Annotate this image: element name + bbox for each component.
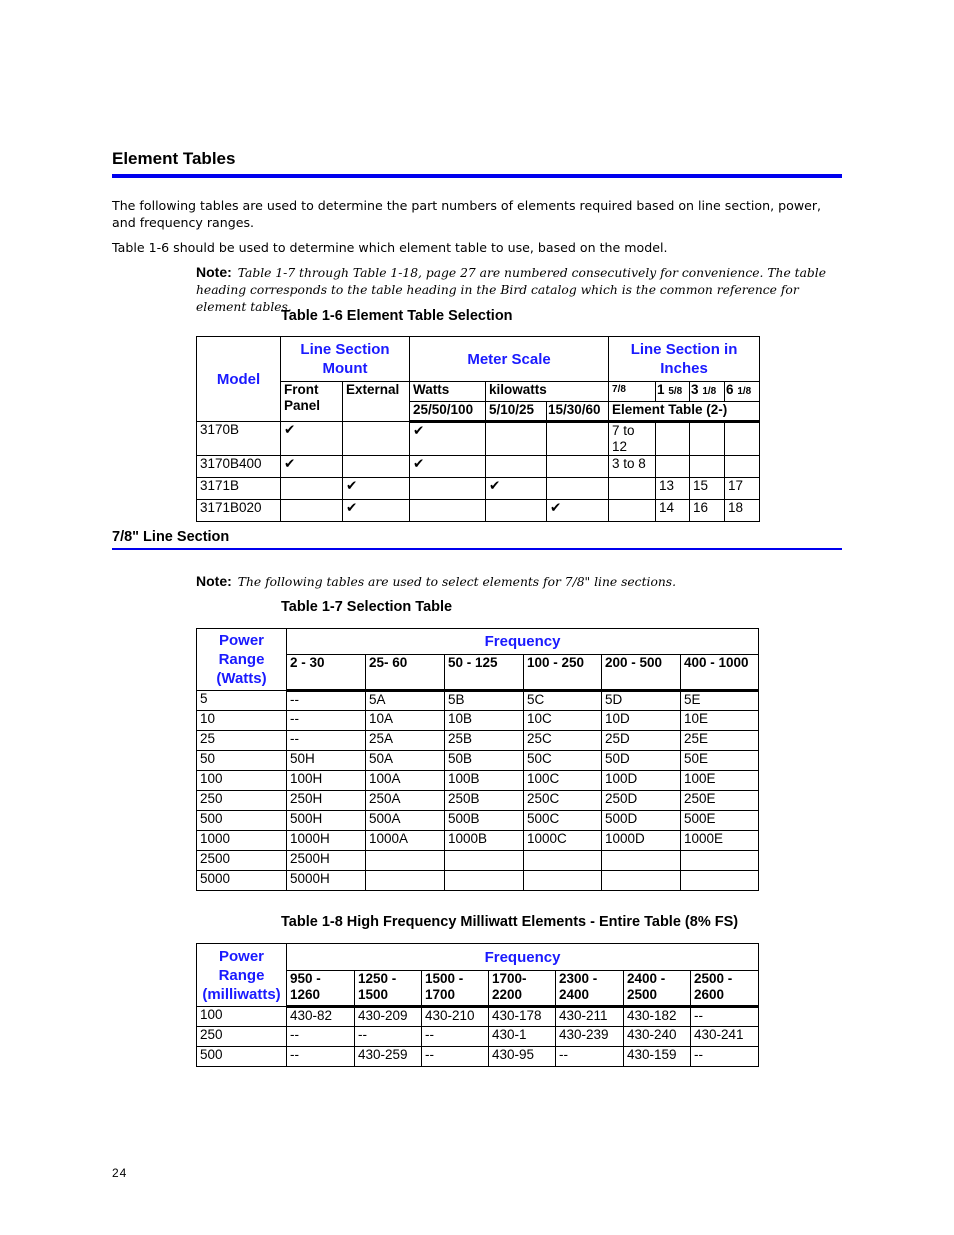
table-1-8-caption: Table 1-8 High Frequency Milliwatt Elements - Entire Table (8% FS) bbox=[281, 914, 739, 930]
element-cell: 500E bbox=[681, 811, 759, 831]
table-row bbox=[197, 500, 760, 522]
cell bbox=[281, 478, 343, 500]
element-cell: 50E bbox=[681, 751, 759, 771]
cell bbox=[656, 456, 690, 478]
check-mark: ✔ bbox=[547, 500, 609, 522]
table-row bbox=[197, 791, 759, 811]
element-cell: 50C bbox=[524, 751, 602, 771]
element-cell: 25B bbox=[445, 731, 524, 751]
table-row bbox=[197, 478, 760, 500]
milliwatt-elements-table bbox=[196, 943, 759, 1067]
table-row bbox=[197, 711, 759, 731]
cell bbox=[690, 422, 725, 456]
element-cell: 250C bbox=[524, 791, 602, 811]
power-cell: 1000 bbox=[197, 831, 287, 851]
element-cell: 100A bbox=[366, 771, 445, 791]
element-cell: -- bbox=[355, 1027, 422, 1047]
header-front-panel: Front Panel bbox=[281, 382, 343, 422]
element-cell bbox=[681, 851, 759, 871]
header-1-5-8-fraction: 5/8 bbox=[668, 386, 683, 397]
element-cell bbox=[366, 851, 445, 871]
cell: 3170B bbox=[197, 422, 281, 456]
element-cell: 5B bbox=[445, 691, 524, 711]
header-frequency: Frequency bbox=[287, 629, 759, 655]
header-power-range: Power Range (Watts) bbox=[197, 629, 287, 691]
element-cell bbox=[524, 851, 602, 871]
cell: 3 to 8 bbox=[609, 456, 656, 478]
header-1-5-8 bbox=[656, 382, 690, 402]
table-usage-paragraph: Table 1-6 should be used to determine which element table to use, based on the model. bbox=[112, 240, 668, 255]
element-cell: 430-1 bbox=[489, 1027, 556, 1047]
table-row bbox=[197, 851, 759, 871]
element-cell: 50B bbox=[445, 751, 524, 771]
element-cell: 500B bbox=[445, 811, 524, 831]
table-row bbox=[197, 771, 759, 791]
element-cell bbox=[602, 871, 681, 891]
note-2-label: Note: bbox=[196, 573, 232, 589]
cell bbox=[609, 478, 656, 500]
freq-col-header: 100 - 250 bbox=[524, 655, 602, 691]
freq-col-header: 1500 - 1700 bbox=[422, 971, 489, 1007]
header-external: External bbox=[343, 382, 410, 422]
power-cell: 100 bbox=[197, 771, 287, 791]
section-rule bbox=[112, 548, 842, 550]
element-cell: -- bbox=[422, 1027, 489, 1047]
header-model: Model bbox=[197, 337, 281, 422]
freq-col-header: 950 - 1260 bbox=[287, 971, 355, 1007]
element-cell: 430-210 bbox=[422, 1007, 489, 1027]
freq-col-header: 25- 60 bbox=[366, 655, 445, 691]
note-2-text: The following tables are used to select elements for 7/8" line sections. bbox=[237, 575, 676, 589]
element-cell bbox=[524, 871, 602, 891]
element-cell: -- bbox=[287, 731, 366, 751]
header-6-1-8-whole: 6 bbox=[726, 382, 734, 397]
cell: 7 to 12 bbox=[609, 422, 656, 456]
cell: 17 bbox=[725, 478, 760, 500]
freq-col-header: 50 - 125 bbox=[445, 655, 524, 691]
element-cell: 250D bbox=[602, 791, 681, 811]
check-mark: ✔ bbox=[343, 500, 410, 522]
element-cell: 430-211 bbox=[556, 1007, 624, 1027]
table-1-7-caption: Table 1-7 Selection Table bbox=[281, 599, 453, 615]
power-cell: 500 bbox=[197, 811, 287, 831]
power-cell: 25 bbox=[197, 731, 287, 751]
table-row bbox=[197, 1047, 759, 1067]
element-cell: 1000A bbox=[366, 831, 445, 851]
table-row bbox=[197, 422, 760, 456]
element-cell: 25E bbox=[681, 731, 759, 751]
element-cell: -- bbox=[691, 1007, 759, 1027]
cell bbox=[725, 422, 760, 456]
element-cell: 250B bbox=[445, 791, 524, 811]
element-cell: 50D bbox=[602, 751, 681, 771]
element-cell: 430-95 bbox=[489, 1047, 556, 1067]
check-mark: ✔ bbox=[281, 456, 343, 478]
element-cell: 430-241 bbox=[691, 1027, 759, 1047]
element-cell: 5E bbox=[681, 691, 759, 711]
header-3-1-8-whole: 3 bbox=[691, 382, 699, 397]
element-cell: 430-182 bbox=[624, 1007, 691, 1027]
freq-col-header: 2300 - 2400 bbox=[556, 971, 624, 1007]
header-kw-range-2: 15/30/60 bbox=[547, 402, 609, 422]
header-6-1-8 bbox=[725, 382, 760, 402]
element-cell: 250H bbox=[287, 791, 366, 811]
element-cell: 50A bbox=[366, 751, 445, 771]
element-cell: 430-240 bbox=[624, 1027, 691, 1047]
freq-col-header: 400 - 1000 bbox=[681, 655, 759, 691]
cell: 3170B400 bbox=[197, 456, 281, 478]
element-cell bbox=[445, 851, 524, 871]
section-heading-7-8: 7/8" Line Section bbox=[112, 529, 230, 545]
element-cell: 2500H bbox=[287, 851, 366, 871]
header-3-1-8 bbox=[690, 382, 725, 402]
element-cell: -- bbox=[287, 711, 366, 731]
element-cell: 1000B bbox=[445, 831, 524, 851]
cell bbox=[656, 422, 690, 456]
note-2 bbox=[196, 573, 842, 591]
cell bbox=[690, 456, 725, 478]
element-cell: 5C bbox=[524, 691, 602, 711]
element-cell: 25A bbox=[366, 731, 445, 751]
page-heading: Element Tables bbox=[112, 149, 236, 168]
element-cell: 10A bbox=[366, 711, 445, 731]
heading-rule bbox=[112, 174, 842, 178]
element-cell: 5000H bbox=[287, 871, 366, 891]
element-cell: -- bbox=[556, 1047, 624, 1067]
element-cell: 430-178 bbox=[489, 1007, 556, 1027]
header-6-1-8-fraction: 1/8 bbox=[737, 386, 752, 397]
cell bbox=[343, 456, 410, 478]
header-kw-range-1: 5/10/25 bbox=[486, 402, 547, 422]
cell: 14 bbox=[656, 500, 690, 522]
element-cell: -- bbox=[691, 1047, 759, 1067]
power-cell: 500 bbox=[197, 1047, 287, 1067]
cell: 3171B020 bbox=[197, 500, 281, 522]
element-table-selection bbox=[196, 336, 760, 522]
element-cell: 25D bbox=[602, 731, 681, 751]
element-cell bbox=[445, 871, 524, 891]
cell bbox=[547, 478, 609, 500]
header-7-8: 7/8 bbox=[609, 382, 656, 402]
note-1-text: Table 1-7 through Table 1-18, page 27 are numbered consecutively for convenience. The table heading corresponds to the table heading in the Bird catalog which is the common reference for element tables. bbox=[196, 266, 826, 314]
header-1-5-8-whole: 1 bbox=[657, 382, 665, 397]
power-cell: 2500 bbox=[197, 851, 287, 871]
check-mark: ✔ bbox=[410, 422, 486, 456]
table-row bbox=[197, 1007, 759, 1027]
element-cell: 100H bbox=[287, 771, 366, 791]
element-cell bbox=[602, 851, 681, 871]
freq-col-header: 2500 - 2600 bbox=[691, 971, 759, 1007]
element-cell: 430-159 bbox=[624, 1047, 691, 1067]
element-cell: -- bbox=[287, 1047, 355, 1067]
element-cell: 10D bbox=[602, 711, 681, 731]
element-cell: 1000C bbox=[524, 831, 602, 851]
check-mark: ✔ bbox=[486, 478, 547, 500]
header-watts-range: 25/50/100 bbox=[410, 402, 486, 422]
element-cell: -- bbox=[287, 691, 366, 711]
header-kilowatts: kilowatts bbox=[486, 382, 609, 402]
element-cell: 1000E bbox=[681, 831, 759, 851]
header-line-section-mount: Line Section Mount bbox=[281, 337, 410, 382]
freq-col-header: 2400 - 2500 bbox=[624, 971, 691, 1007]
cell bbox=[609, 500, 656, 522]
power-cell: 50 bbox=[197, 751, 287, 771]
table-row bbox=[197, 1027, 759, 1047]
header-element-table: Element Table (2-) bbox=[609, 402, 760, 422]
header-meter-scale: Meter Scale bbox=[410, 337, 609, 382]
cell: 16 bbox=[690, 500, 725, 522]
header-watts: Watts bbox=[410, 382, 486, 402]
power-cell: 10 bbox=[197, 711, 287, 731]
table-row bbox=[197, 811, 759, 831]
element-cell: 100D bbox=[602, 771, 681, 791]
element-cell: 500C bbox=[524, 811, 602, 831]
element-cell: 10C bbox=[524, 711, 602, 731]
table-row bbox=[197, 691, 759, 711]
header-frequency-mw: Frequency bbox=[287, 944, 759, 971]
cell bbox=[410, 478, 486, 500]
check-mark: ✔ bbox=[410, 456, 486, 478]
element-cell bbox=[681, 871, 759, 891]
header-3-1-8-fraction: 1/8 bbox=[702, 386, 717, 397]
element-cell: 430-209 bbox=[355, 1007, 422, 1027]
element-cell: 5D bbox=[602, 691, 681, 711]
cell bbox=[725, 456, 760, 478]
element-cell: 500D bbox=[602, 811, 681, 831]
table-1-6-caption: Table 1-6 Element Table Selection bbox=[281, 308, 513, 324]
element-cell: 10E bbox=[681, 711, 759, 731]
element-cell: -- bbox=[422, 1047, 489, 1067]
intro-paragraph: The following tables are used to determine the part numbers of elements required based on line section, power, and frequency ranges. bbox=[112, 198, 822, 230]
element-cell: 430-259 bbox=[355, 1047, 422, 1067]
selection-table bbox=[196, 628, 759, 891]
power-cell: 250 bbox=[197, 791, 287, 811]
table-row bbox=[197, 831, 759, 851]
element-cell: 100E bbox=[681, 771, 759, 791]
element-cell: 100B bbox=[445, 771, 524, 791]
cell bbox=[486, 500, 547, 522]
element-cell: 1000H bbox=[287, 831, 366, 851]
cell bbox=[486, 422, 547, 456]
element-cell: 250A bbox=[366, 791, 445, 811]
cell bbox=[547, 422, 609, 456]
cell bbox=[547, 456, 609, 478]
cell bbox=[486, 456, 547, 478]
element-cell: 500A bbox=[366, 811, 445, 831]
freq-col-header: 200 - 500 bbox=[602, 655, 681, 691]
cell: 15 bbox=[690, 478, 725, 500]
element-cell: 1000D bbox=[602, 831, 681, 851]
power-cell: 5000 bbox=[197, 871, 287, 891]
cell: 18 bbox=[725, 500, 760, 522]
freq-col-header: 1250 - 1500 bbox=[355, 971, 422, 1007]
page-number: 24 bbox=[112, 1166, 128, 1180]
cell bbox=[410, 500, 486, 522]
power-cell: 5 bbox=[197, 691, 287, 711]
freq-col-header: 1700- 2200 bbox=[489, 971, 556, 1007]
element-cell: 10B bbox=[445, 711, 524, 731]
note-1-label: Note: bbox=[196, 264, 232, 280]
table-row bbox=[197, 871, 759, 891]
element-cell: 500H bbox=[287, 811, 366, 831]
cell bbox=[281, 500, 343, 522]
table-row bbox=[197, 731, 759, 751]
element-cell: 250E bbox=[681, 791, 759, 811]
check-mark: ✔ bbox=[281, 422, 343, 456]
element-cell: 25C bbox=[524, 731, 602, 751]
element-cell: -- bbox=[287, 1027, 355, 1047]
check-mark: ✔ bbox=[343, 478, 410, 500]
cell: 3171B bbox=[197, 478, 281, 500]
element-cell: 100C bbox=[524, 771, 602, 791]
header-line-section-inches: Line Section in Inches bbox=[609, 337, 760, 382]
power-cell: 100 bbox=[197, 1007, 287, 1027]
table-row bbox=[197, 751, 759, 771]
element-cell: 5A bbox=[366, 691, 445, 711]
table-row bbox=[197, 456, 760, 478]
cell: 13 bbox=[656, 478, 690, 500]
cell bbox=[343, 422, 410, 456]
power-cell: 250 bbox=[197, 1027, 287, 1047]
element-cell: 430-239 bbox=[556, 1027, 624, 1047]
element-cell: 50H bbox=[287, 751, 366, 771]
header-power-range-mw: Power Range (milliwatts) bbox=[197, 944, 287, 1007]
element-cell: 430-82 bbox=[287, 1007, 355, 1027]
element-cell bbox=[366, 871, 445, 891]
freq-col-header: 2 - 30 bbox=[287, 655, 366, 691]
